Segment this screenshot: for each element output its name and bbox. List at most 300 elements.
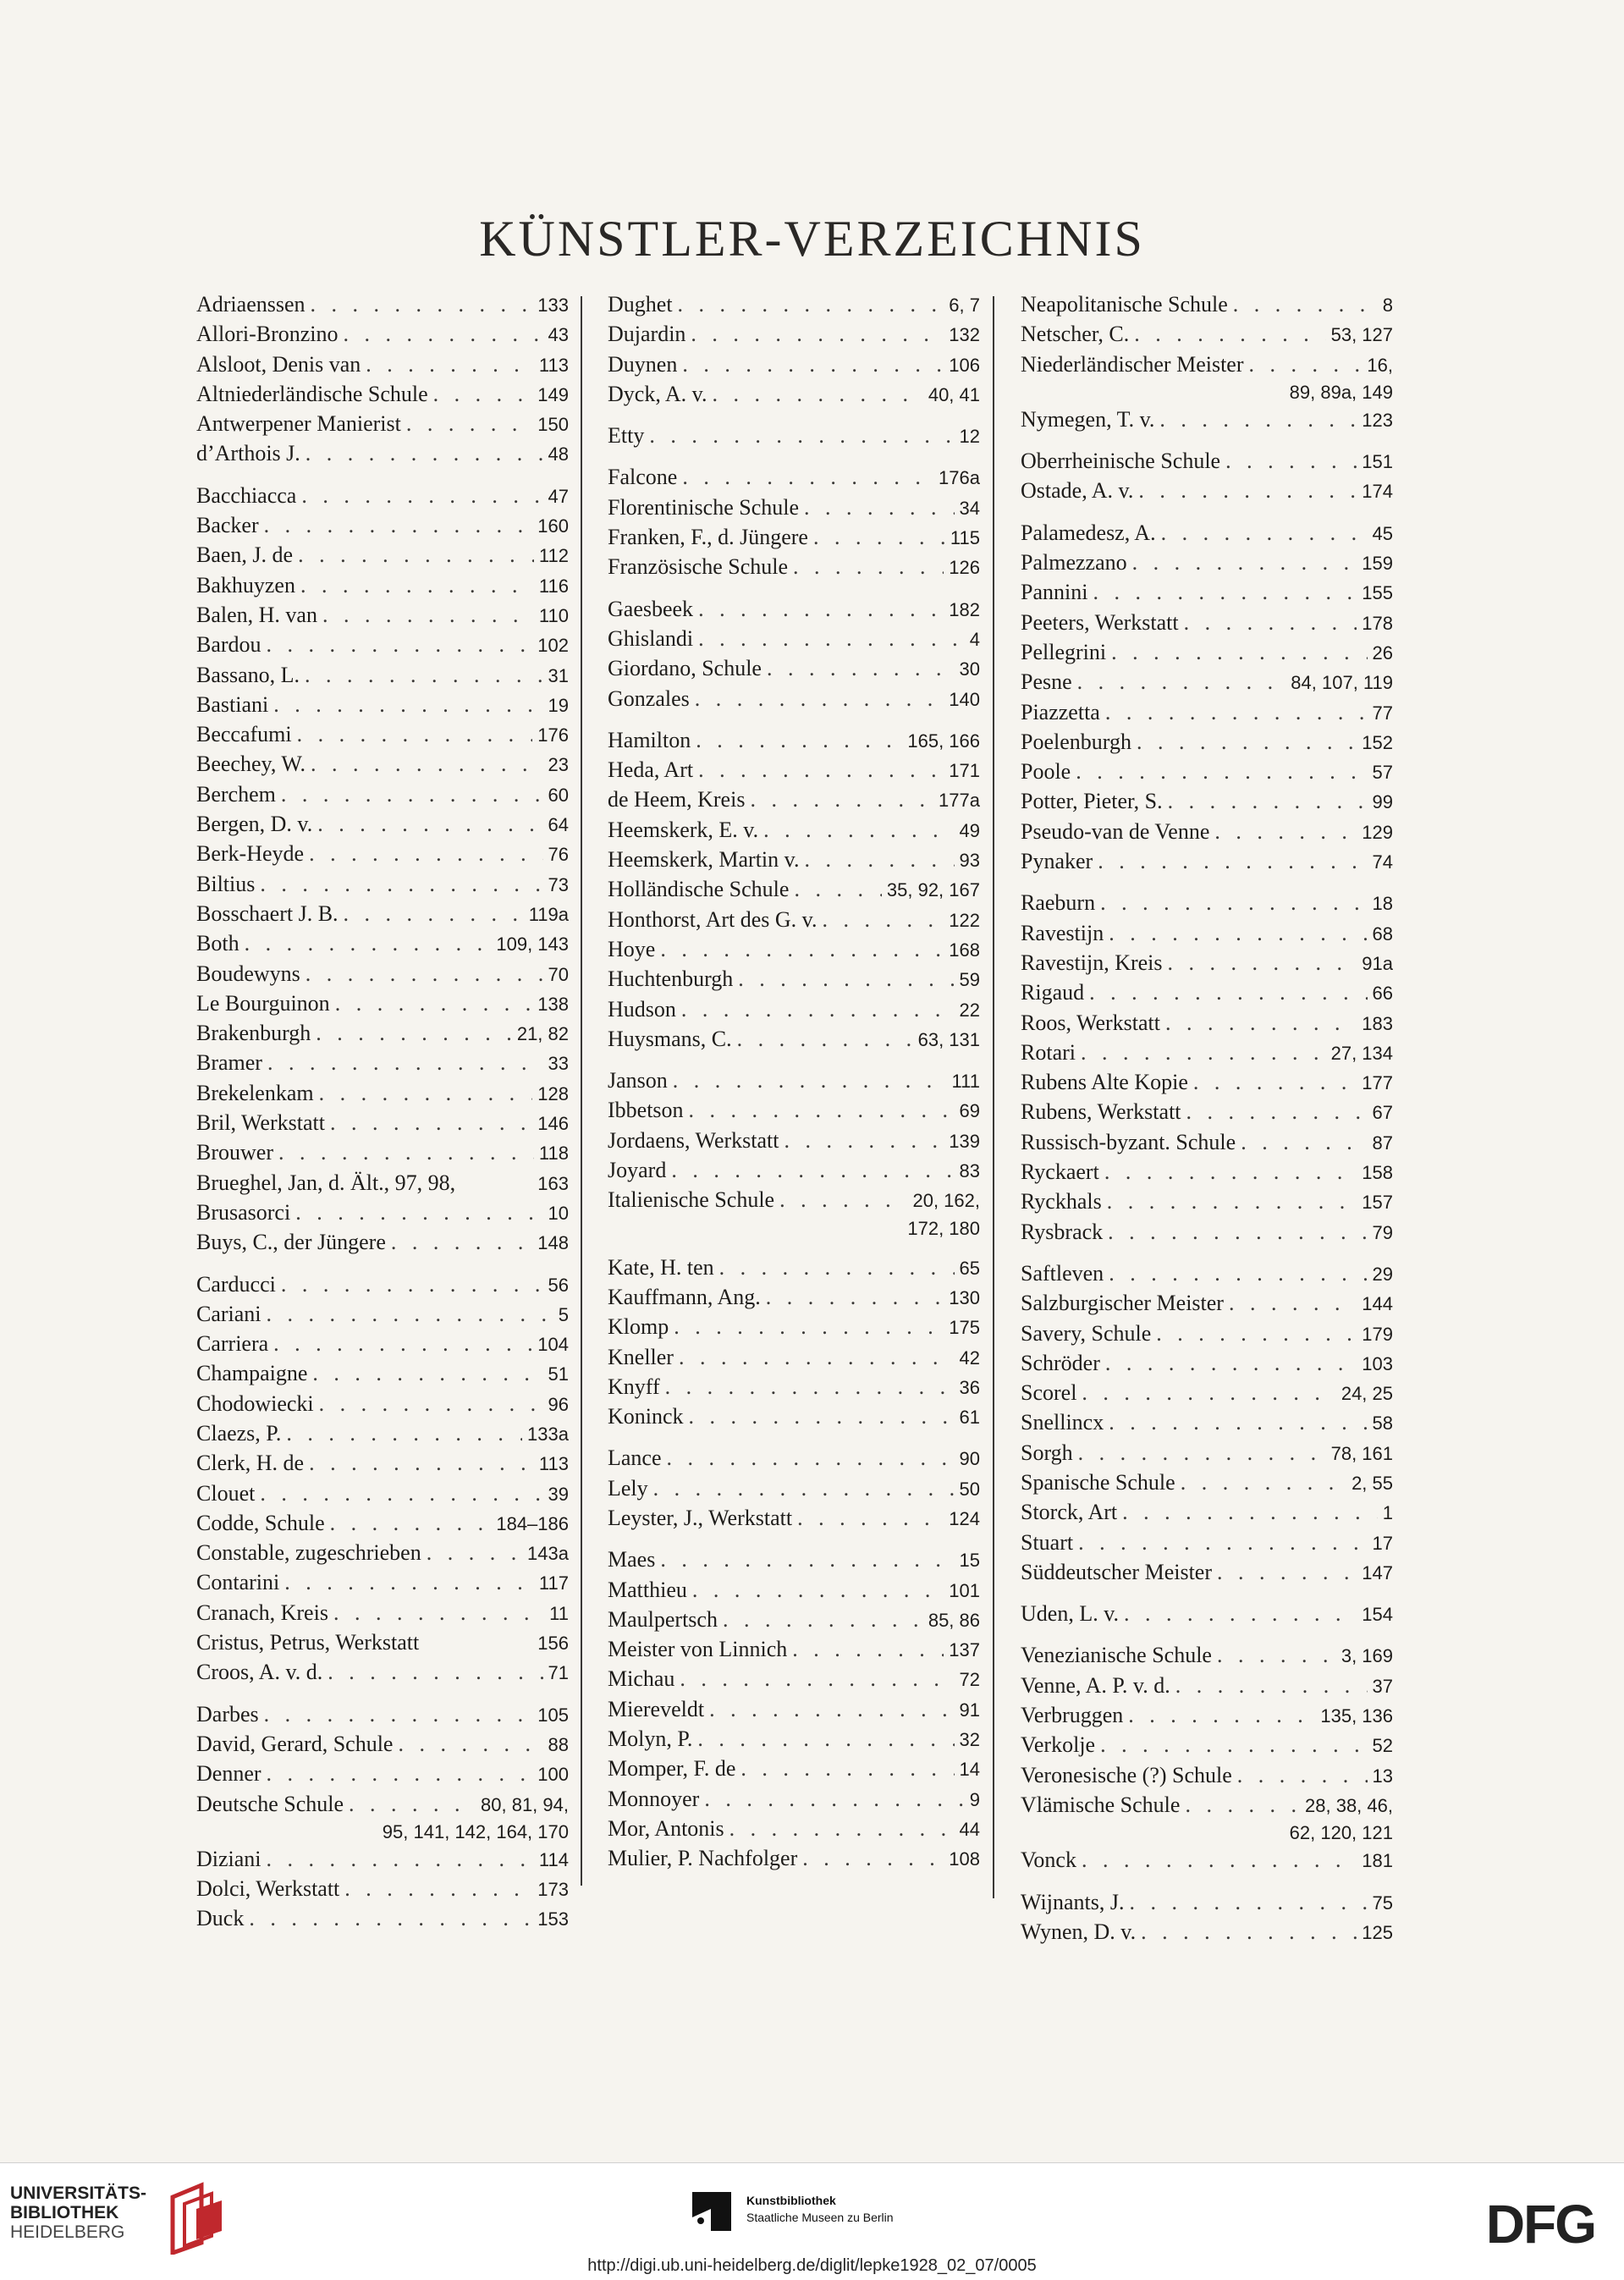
dot-leader [737,1025,913,1054]
index-entry [196,840,569,869]
catalog-numbers: 22 [959,999,980,1021]
catalog-numbers: 64 [548,814,569,836]
catalog-numbers: 160 [537,515,569,537]
dot-leader [391,1228,532,1257]
index-entry [608,1444,980,1473]
dot-leader [689,1402,955,1431]
index-entry [1021,1731,1393,1760]
catalog-numbers: 70 [548,963,569,985]
catalog-numbers: 33 [548,1053,569,1075]
artist-name: Brouwer [196,1140,273,1165]
index-entry [196,1539,569,1568]
catalog-numbers: 51 [548,1363,569,1385]
catalog-numbers: 112 [538,545,569,567]
dfg-logo[interactable]: DFG [1485,2194,1595,2255]
dot-leader [1082,1379,1335,1407]
dot-leader [804,493,955,522]
index-entry [608,1474,980,1504]
index-entry [196,1658,569,1688]
artist-name: Vonck [1021,1848,1076,1873]
index-entry [608,421,980,451]
artist-name: Matthieu [608,1577,687,1602]
index-entry [608,1253,980,1283]
artist-name: Venezianische Schule [1021,1643,1212,1668]
artist-name: Kneller [608,1344,674,1369]
artist-name: Italienische Schule [608,1187,775,1213]
catalog-numbers: 176a [939,467,980,489]
dot-leader [1137,728,1357,757]
index-entry [1021,1918,1393,1947]
catalog-numbers: 129 [1362,821,1393,843]
index-entry [196,989,569,1019]
catalog-numbers: 110 [538,604,569,626]
artist-name: Bril, Werkstatt [196,1110,325,1136]
catalog-numbers: 109, 143 [496,933,569,956]
index-entry [196,1479,569,1509]
index-entry [1021,1158,1393,1187]
dot-leader [1105,698,1368,727]
dot-leader [682,350,944,379]
artist-name: Gonzales [608,686,690,711]
dot-leader [328,1658,542,1687]
artist-name: Berchem [196,781,276,807]
dot-leader [1109,1408,1367,1437]
dot-leader [692,1576,944,1605]
section-gap [1021,1247,1393,1259]
dot-leader [297,720,533,749]
dot-leader [312,1359,542,1388]
section-gap [1021,435,1393,447]
index-entry [1021,1408,1393,1438]
artist-name: Maes [608,1547,656,1572]
dot-leader [660,1545,954,1574]
catalog-numbers: 65 [959,1257,980,1279]
catalog-numbers: 117 [538,1572,569,1594]
catalog-numbers: 24, 25 [1340,1383,1393,1405]
index-entry [608,1402,980,1432]
catalog-numbers: 126 [949,557,980,579]
dot-leader [309,1449,534,1478]
catalog-numbers: 76 [548,844,569,866]
dot-leader [281,1270,543,1299]
artist-name: Miereveldt [608,1696,705,1721]
index-entry [608,1605,980,1635]
catalog-numbers: 91a [1362,952,1393,974]
index-entry [608,1754,980,1784]
artist-name: Nymegen, T. v. [1021,406,1155,432]
index-entry [1021,1641,1393,1671]
catalog-numbers: 175 [949,1317,980,1339]
catalog-numbers: 37 [1372,1675,1393,1697]
artist-name: Momper, F. de [608,1756,736,1782]
dot-leader [284,1568,534,1597]
artist-name: Meister von Linnich [608,1637,788,1662]
catalog-numbers: 137 [949,1639,980,1661]
catalog-numbers: 63, 131 [917,1028,980,1050]
index-entry [196,1419,569,1449]
dot-leader [1181,1468,1346,1497]
artist-name: Rubens Alte Kopie [1021,1070,1188,1095]
dot-leader [680,1665,954,1693]
page-url[interactable]: http://digi.ub.uni-heidelberg.de/diglit/lepke1928_02_07/0005 [587,2256,1037,2275]
index-entry [608,1844,980,1874]
catalog-numbers: 45 [1372,522,1393,544]
catalog-numbers: 159 [1362,553,1393,575]
artist-name: Süddeutscher Meister [1021,1559,1213,1584]
artist-name: Palmezzano [1021,550,1127,576]
artist-name: Scorel [1021,1380,1077,1406]
catalog-numbers: 91 [959,1699,980,1721]
index-entry [608,1635,980,1665]
dot-leader [712,380,922,409]
artist-name: Verbruggen [1021,1703,1124,1728]
index-entry [196,1300,569,1330]
artist-name: Bacchiacca [196,482,297,508]
artist-name: Alsloot, Denis van [196,351,361,377]
catalog-numbers: 149 [537,383,569,405]
index-entry [608,1156,980,1186]
index-entry [196,750,569,779]
index-entry [1021,1187,1393,1217]
artist-name: Niederländischer Meister [1021,351,1244,377]
dot-leader [695,685,944,713]
dot-leader [281,780,543,809]
index-entry [196,511,569,541]
dot-leader [1159,405,1357,434]
entry-continuation: 95, 141, 142, 164, 170 [382,1820,569,1842]
catalog-numbers: 163 [537,1172,569,1194]
artist-name: Backer [196,513,259,538]
dot-leader [704,1785,964,1814]
dot-leader [433,380,533,409]
artist-name: Claezs, P. [196,1420,282,1446]
catalog-numbers: 77 [1372,702,1393,724]
dot-leader [738,965,954,994]
dot-leader [1129,1888,1367,1917]
dot-leader [665,1373,955,1402]
artist-name: Antwerpener Manierist [196,411,401,437]
dot-leader [766,1283,944,1312]
catalog-numbers: 34 [959,497,980,519]
artist-name: Dolci, Werkstatt [196,1876,340,1902]
index-entry [608,965,980,994]
kunstbibliothek-logo[interactable] [692,2192,894,2231]
catalog-numbers: 108 [949,1848,980,1870]
dot-leader [1089,978,1367,1007]
section-gap [608,451,980,463]
catalog-numbers: 105 [537,1704,569,1726]
dot-leader [802,1844,944,1873]
dot-leader [673,1066,947,1095]
catalog-numbers: 10 [548,1202,569,1224]
artist-name: Piazzetta [1021,699,1100,724]
dot-leader [794,875,881,904]
artist-name: Wynen, D. v. [1021,1919,1137,1944]
catalog-numbers: 23 [548,754,569,776]
dot-leader [1124,1600,1357,1628]
catalog-numbers: 119a [528,903,569,925]
index-entry [1021,638,1393,668]
artist-name: Bardou [196,632,261,658]
dot-leader [1175,1671,1368,1700]
index-entry [196,1270,569,1300]
index-entry [196,1109,569,1138]
catalog-numbers: 13 [1372,1765,1393,1787]
dot-leader [344,1875,532,1903]
artist-name: Pseudo-van de Venne [1021,818,1210,844]
index-entry [608,625,980,654]
section-gap [608,1242,980,1253]
index-column-2 [608,290,980,1875]
dot-leader [1105,1349,1357,1378]
catalog-numbers: 17 [1372,1532,1393,1554]
index-entry [608,290,980,320]
artist-name: d’Arthois J. [196,441,300,466]
artist-name: Franken, F., d. Jüngere [608,525,808,550]
index-entry [1021,350,1393,380]
dot-leader [1161,519,1368,548]
dot-leader [698,595,944,624]
dot-leader [697,1725,954,1754]
catalog-numbers: 28, 38, 46, [1305,1794,1393,1816]
dot-leader [1132,548,1357,577]
artist-name: Sorgh [1021,1440,1073,1465]
artist-name: Venne, A. P. v. d. [1021,1672,1170,1698]
index-entry [196,1760,569,1789]
index-entry [1021,1259,1393,1289]
catalog-numbers: 69 [959,1100,980,1122]
catalog-numbers: 27, 134 [1330,1042,1393,1064]
dot-leader [1217,1641,1336,1670]
artist-name: Ravestijn, Kreis [1021,950,1163,975]
artist-name: Maulpertsch [608,1606,718,1632]
kunstbibliothek-mark-icon [692,2192,731,2231]
artist-name: Deutsche Schule [196,1791,344,1816]
dot-leader [674,1313,944,1341]
artist-name: Cariani [196,1301,261,1326]
catalog-numbers: 99 [1372,791,1393,813]
index-entry [608,1373,980,1402]
entry-continuation: 89, 89a, 149 [1289,381,1393,403]
dot-leader [260,870,542,899]
index-entry [1021,787,1393,817]
dot-leader [671,1156,954,1185]
index-entry [196,1019,569,1049]
artist-name: Salzburgischer Meister [1021,1291,1224,1316]
dot-leader [286,1419,522,1448]
index-entry [1021,668,1393,697]
index-entry [608,350,980,380]
dot-leader [306,439,543,468]
catalog-numbers: 124 [949,1507,980,1529]
dot-leader [1217,1558,1357,1587]
artist-name: Russisch-byzant. Schule [1021,1129,1236,1154]
dot-leader [349,1790,476,1819]
column-divider-2 [993,296,994,1898]
artist-name: Hudson [608,996,676,1022]
artist-name: Michau [608,1666,675,1692]
index-entry [196,900,569,929]
dot-leader [267,1300,553,1329]
index-entry [1021,1468,1393,1498]
artist-name: Raeburn [1021,890,1096,916]
artist-name: Saftleven [1021,1260,1104,1286]
catalog-numbers: 113 [538,354,569,376]
index-entry [1021,698,1393,728]
artist-name: Darbes [196,1701,259,1727]
artist-name: Duck [196,1906,245,1931]
index-entry [196,870,569,900]
dot-leader [301,482,542,510]
artist-name: Potter, Pieter, S. [1021,789,1163,814]
catalog-numbers: 14 [959,1759,980,1781]
artist-name: Rigaud [1021,980,1085,1005]
index-entry [608,1785,980,1815]
university-mark-icon [162,2182,228,2255]
artist-name: Champaigne [196,1361,308,1386]
artist-name: Französische Schule [608,554,789,580]
index-entry [1021,978,1393,1008]
catalog-numbers: 66 [1372,983,1393,1005]
dot-leader [406,410,532,438]
catalog-numbers: 52 [1372,1735,1393,1757]
dot-leader [740,1754,954,1783]
catalog-numbers: 155 [1362,582,1393,604]
index-entry [1021,847,1393,877]
index-entry [196,1628,569,1658]
dot-leader [678,290,944,319]
artist-name: Monnoyer [608,1786,700,1811]
catalog-numbers: 59 [959,969,980,991]
dot-leader [264,511,533,540]
catalog-numbers: 115 [950,527,980,549]
catalog-numbers: 29 [1372,1263,1393,1285]
dot-leader [1141,1918,1357,1947]
artist-name: Etty [608,423,645,449]
catalog-numbers: 83 [959,1160,980,1182]
section-gap [1021,1588,1393,1600]
artist-name: Balen, H. van [196,602,317,627]
dot-leader [698,625,965,653]
catalog-numbers: 177a [939,790,980,812]
index-entry [608,1096,980,1126]
dot-leader [316,1019,512,1048]
viewer-footer [0,2162,1624,2280]
artist-name: Dughet [608,292,673,317]
catalog-numbers: 42 [959,1347,980,1369]
artist-name: Knyff [608,1374,660,1399]
artist-name: Croos, A. v. d. [196,1660,323,1685]
dot-leader [1134,320,1325,349]
catalog-numbers: 143a [527,1543,569,1565]
index-entry [1021,1379,1393,1408]
index-entry [196,1509,569,1539]
dot-leader [322,601,534,630]
dot-leader [709,1695,954,1724]
dot-leader [1241,1128,1367,1157]
kb-line-1: Kunstbibliothek [746,2194,836,2207]
artist-name: Huchtenburgh [608,967,734,992]
catalog-numbers: 35, 92, 167 [886,879,980,901]
catalog-numbers: 140 [949,688,980,710]
artist-name: Huysmans, C. [608,1026,732,1051]
artist-name: Both [196,931,239,956]
index-entry [1021,1098,1393,1127]
index-entry [196,780,569,810]
index-entry [608,1504,980,1534]
page-title: KÜNSTLER-VERZEICHNIS [479,211,1145,267]
artist-name: Hamilton [608,727,691,752]
dot-leader [264,1700,533,1729]
dot-leader [1184,609,1357,637]
index-entry [196,439,569,469]
artist-name: Biltius [196,871,256,896]
artist-name: Brueghel, Jan, d. Ält., 97, 98, [196,1170,456,1195]
index-entry [196,661,569,691]
catalog-numbers: 128 [537,1082,569,1104]
index-entry [196,960,569,989]
section-gap [608,1055,980,1066]
catalog-numbers: 133a [527,1423,569,1445]
index-column-1 [196,290,569,1935]
index-entry [1021,1349,1393,1379]
index-entry [608,1066,980,1096]
catalog-numbers: 146 [537,1113,569,1135]
catalog-numbers: 9 [969,1788,980,1810]
catalog-numbers: 88 [548,1733,569,1755]
artist-name: Palamedesz, A. [1021,520,1156,545]
catalog-numbers: 154 [1362,1604,1393,1626]
university-library-logo[interactable] [10,2184,230,2260]
catalog-numbers: 150 [537,414,569,436]
index-entry [1021,548,1393,578]
dot-leader [330,1509,492,1538]
section-gap [1021,1629,1393,1641]
index-entry [608,845,980,875]
catalog-numbers: 48 [548,443,569,465]
artist-name: Roos, Werkstatt [1021,1010,1160,1035]
index-entry [608,1343,980,1373]
index-entry [1021,1289,1393,1319]
catalog-numbers: 152 [1362,731,1393,753]
dot-leader [1093,578,1357,607]
catalog-numbers: 130 [949,1286,980,1308]
artist-name: Giordano, Schule [608,656,762,681]
index-entry [608,726,980,756]
index-entry [196,410,569,439]
dot-leader [1078,1439,1326,1468]
index-entry [1021,728,1393,757]
index-entry [608,995,980,1025]
artist-name: Brekelenkam [196,1080,314,1105]
dot-leader [273,691,542,719]
catalog-numbers: 44 [959,1818,980,1840]
index-entry [608,1283,980,1313]
section-gap [608,1432,980,1444]
artist-name: Uden, L. v. [1021,1601,1120,1627]
index-entry [196,1138,569,1168]
dot-leader [1076,757,1367,786]
catalog-numbers: 101 [949,1579,980,1601]
catalog-numbers: 93 [959,850,980,872]
index-entry [196,482,569,511]
catalog-numbers: 31 [548,664,569,686]
catalog-numbers: 123 [1362,409,1393,431]
artist-name: Lely [608,1475,648,1501]
catalog-numbers: 181 [1362,1850,1393,1872]
index-entry [196,929,569,959]
catalog-numbers: 138 [537,993,569,1015]
